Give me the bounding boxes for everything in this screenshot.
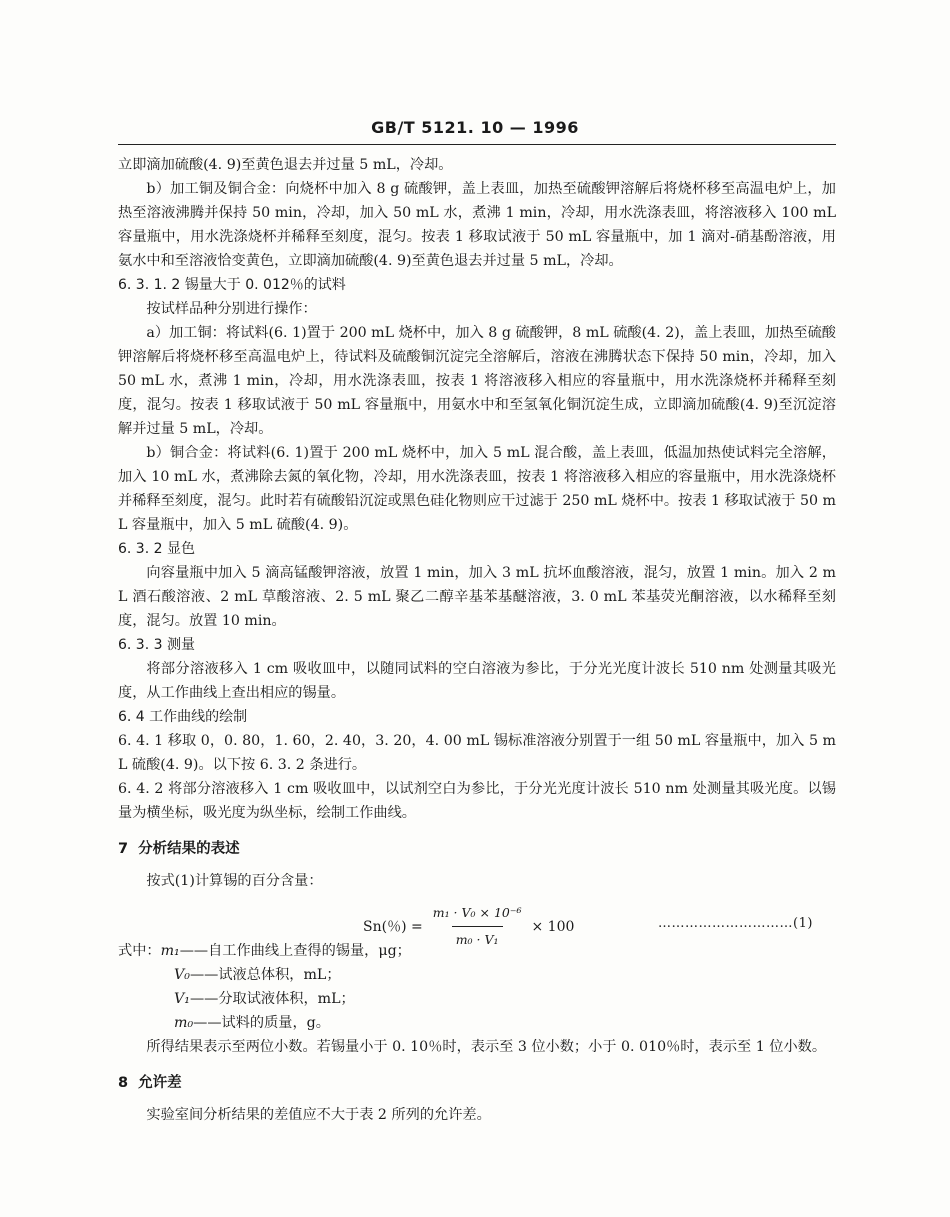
section-8-text: 实验室间分析结果的差值应不大于表 2 所列的允许差。 bbox=[146, 1107, 491, 1123]
definition-text: ——自工作曲线上查得的锡量，μg； bbox=[179, 943, 411, 959]
symbol-definitions bbox=[118, 939, 836, 1035]
section-7-number: 7 bbox=[118, 841, 129, 857]
section-8-heading bbox=[118, 1071, 836, 1095]
paragraph-processed-copper: a）加工铜：将试料(6. 1)置于 200 mL 烧杯中，加入 8 g 硫酸钾，8 mL 硫酸(4. 2)，盖上表皿，加热至硫酸钾溶解后将烧杯移至高温电炉上，待试料及硫酸铜沉淀完全溶解后，溶液在沸腾状态下保持 50 min，冷却，加入 50 mL 水，煮沸 1 min，冷却，用水洗涤表皿，按表 1 将溶液移入相应的容量瓶中，用水洗涤烧杯并稀释至刻度，混匀。按表 1 移取试液于 50 mL 容量瓶中，用氨水中和至氢氧化铜沉淀生成，立即滴加硫酸(4. 9)至沉淀溶解并过量 5 mL，冷却。 bbox=[118, 325, 836, 437]
formula-rhs: × 100 bbox=[531, 918, 575, 935]
heading-6-4: 6. 4 工作曲线的绘制 bbox=[118, 709, 248, 725]
formula-lhs: Sn(％) = bbox=[363, 918, 423, 935]
paragraph-6-4-1: 6. 4. 1 移取 0，0. 80，1. 60，2. 40，3. 20，4. 00 mL 锡标准溶液分别置于一组 50 mL 容量瓶中，加入 5 mL 硫酸(4. 9)。以下按 6. 3. 2 条进行。 bbox=[118, 733, 836, 773]
paragraph-operate-by-type: 按试样品种分别进行操作： bbox=[146, 301, 317, 317]
definition-text: ——试料的质量，g。 bbox=[193, 1015, 330, 1031]
where-label: 式中： bbox=[118, 943, 161, 959]
formula-intro: 按式(1)计算锡的百分含量： bbox=[146, 873, 323, 889]
definition-line bbox=[118, 1011, 836, 1035]
heading-6-3-2: 6. 3. 2 显色 bbox=[118, 541, 195, 557]
section-7-title: 分析结果的表述 bbox=[138, 841, 240, 857]
definition-symbol: V₀ bbox=[174, 967, 190, 983]
definition-text: ——分取试液体积，mL； bbox=[189, 991, 355, 1007]
definition-symbol: m₁ bbox=[160, 943, 180, 959]
section-8-title: 允许差 bbox=[138, 1075, 182, 1091]
formula-sn bbox=[363, 901, 574, 952]
heading-6-3-3: 6. 3. 3 测量 bbox=[118, 637, 195, 653]
formula-numerator: m₁ · V₀ × 10⁻⁶ bbox=[432, 905, 522, 920]
formula-fraction bbox=[429, 901, 526, 952]
paragraph-copper-alloy-low: b）加工铜及铜合金：向烧杯中加入 8 g 硫酸钾，盖上表皿，加热至硫酸钾溶解后将烧杯移至高温电炉上，加热至溶液沸腾并保持 50 min，冷却，加入 50 mL 水，煮沸 1 min，冷却，用水洗涤表皿，将溶液移入 100 mL 容量瓶中，用水洗涤烧杯并稀释至刻度，混匀。按表 1 移取试液于 50 mL 容量瓶中，加 1 滴对-硝基酚溶液，用氨水中和至溶液恰变黄色，立即滴加硫酸(4. 9)至黄色退去并过量 5 mL，冷却。 bbox=[118, 181, 836, 269]
document-body bbox=[118, 153, 836, 1127]
paragraph-copper-alloy: b）铜合金：将试料(6. 1)置于 200 mL 烧杯中，加入 5 mL 混合酸，盖上表皿，低温加热使试料完全溶解，加入 10 mL 水，煮沸除去氮的氧化物，冷却，用水洗涤表皿，按表 1 将溶液移入相应的容量瓶中，用水洗涤烧杯并稀释至刻度，混匀。此时若有硫酸铅沉淀或黑色硅化物则应干过滤于 250 mL 烧杯中。按表 1 移取试液于 50 mL 容量瓶中，加入 5 mL 硫酸(4. 9)。 bbox=[118, 445, 836, 533]
paragraph-color-development: 向容量瓶中加入 5 滴高锰酸钾溶液，放置 1 min，加入 3 mL 抗坏血酸溶液，混匀，放置 1 min。加入 2 mL 酒石酸溶液、2 mL 草酸溶液、2. 5 mL 聚乙二醇辛基苯基醚溶液，3. 0 mL 苯基荧光酮溶液，以水稀释至刻度，混匀。放置 10 min。 bbox=[118, 565, 836, 629]
section-8-number: 8 bbox=[118, 1075, 129, 1091]
definition-text: ——试液总体积，mL； bbox=[189, 967, 341, 983]
formula-number: …………………………(1) bbox=[658, 916, 813, 931]
heading-6-3-1-2: 6. 3. 1. 2 锡量大于 0. 012％的试料 bbox=[118, 277, 346, 293]
definition-line bbox=[118, 987, 836, 1011]
definition-symbol: V₁ bbox=[174, 991, 190, 1007]
header-rule bbox=[118, 144, 836, 145]
paragraph-6-4-2: 6. 4. 2 将部分溶液移入 1 cm 吸收皿中，以试剂空白为参比，于分光光度计波长 510 nm 处测量其吸光度。以锡量为横坐标，吸光度为纵坐标，绘制工作曲线。 bbox=[118, 781, 836, 821]
result-precision-note: 所得结果表示至两位小数。若锡量小于 0. 10％时，表示至 3 位小数；小于 0. 010％时，表示至 1 位小数。 bbox=[146, 1039, 827, 1055]
paragraph-continuation: 立即滴加硫酸(4. 9)至黄色退去并过量 5 mL，冷却。 bbox=[118, 157, 453, 173]
paragraph-measurement: 将部分溶液移入 1 cm 吸收皿中，以随同试料的空白溶液为参比，于分光光度计波长 510 nm 处测量其吸光度，从工作曲线上查出相应的锡量。 bbox=[118, 661, 836, 701]
formula-denominator: m₀ · V₁ bbox=[452, 926, 503, 952]
definition-symbol: m₀ bbox=[174, 1015, 194, 1031]
formula-block bbox=[118, 897, 836, 947]
section-7-heading bbox=[118, 837, 836, 861]
standard-code-header: GB/T 5121. 10 — 1996 bbox=[371, 118, 579, 137]
definition-line bbox=[118, 963, 836, 987]
